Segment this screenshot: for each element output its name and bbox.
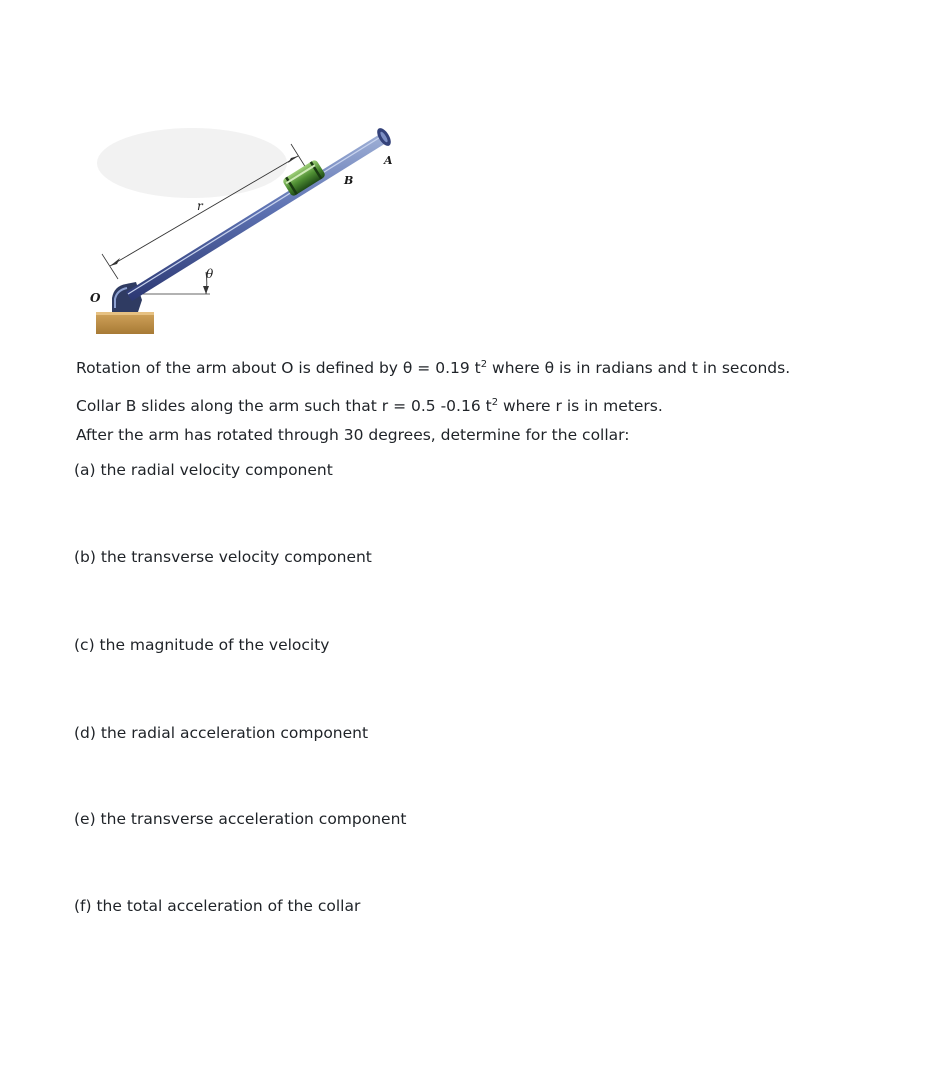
question-f: (f) the total acceleration of the collar — [74, 897, 361, 915]
line2-tail: where r is in meters. — [498, 397, 663, 415]
problem-line-3: After the arm has rotated through 30 degrees, determine for the collar: — [76, 426, 630, 444]
question-c: (c) the magnitude of the velocity — [74, 636, 330, 654]
arm-collar-figure — [82, 108, 422, 340]
line2-text: Collar B slides along the arm such that r = 0.5 -0.16 t — [76, 397, 492, 415]
question-a: (a) the radial velocity component — [74, 461, 333, 479]
line1-text: Rotation of the arm about O is defined by θ = 0.19 t — [76, 359, 481, 377]
line2-exponent: 2 — [491, 397, 499, 408]
background-smudge — [97, 128, 287, 198]
problem-line-2 — [76, 396, 663, 416]
label-o: O — [90, 291, 101, 305]
line1-exponent: 2 — [480, 359, 488, 370]
label-b: B — [344, 174, 354, 187]
label-a: A — [384, 154, 393, 167]
base-block — [96, 312, 154, 334]
question-d: (d) the radial acceleration component — [74, 724, 369, 742]
label-r: r — [197, 199, 203, 213]
question-b: (b) the transverse velocity component — [74, 548, 372, 566]
label-theta: θ — [206, 267, 214, 281]
line1-tail: where θ is in radians and t in seconds. — [487, 359, 791, 377]
question-e: (e) the transverse acceleration component — [74, 810, 407, 828]
figure-svg — [82, 108, 422, 340]
problem-line-1 — [76, 358, 790, 378]
